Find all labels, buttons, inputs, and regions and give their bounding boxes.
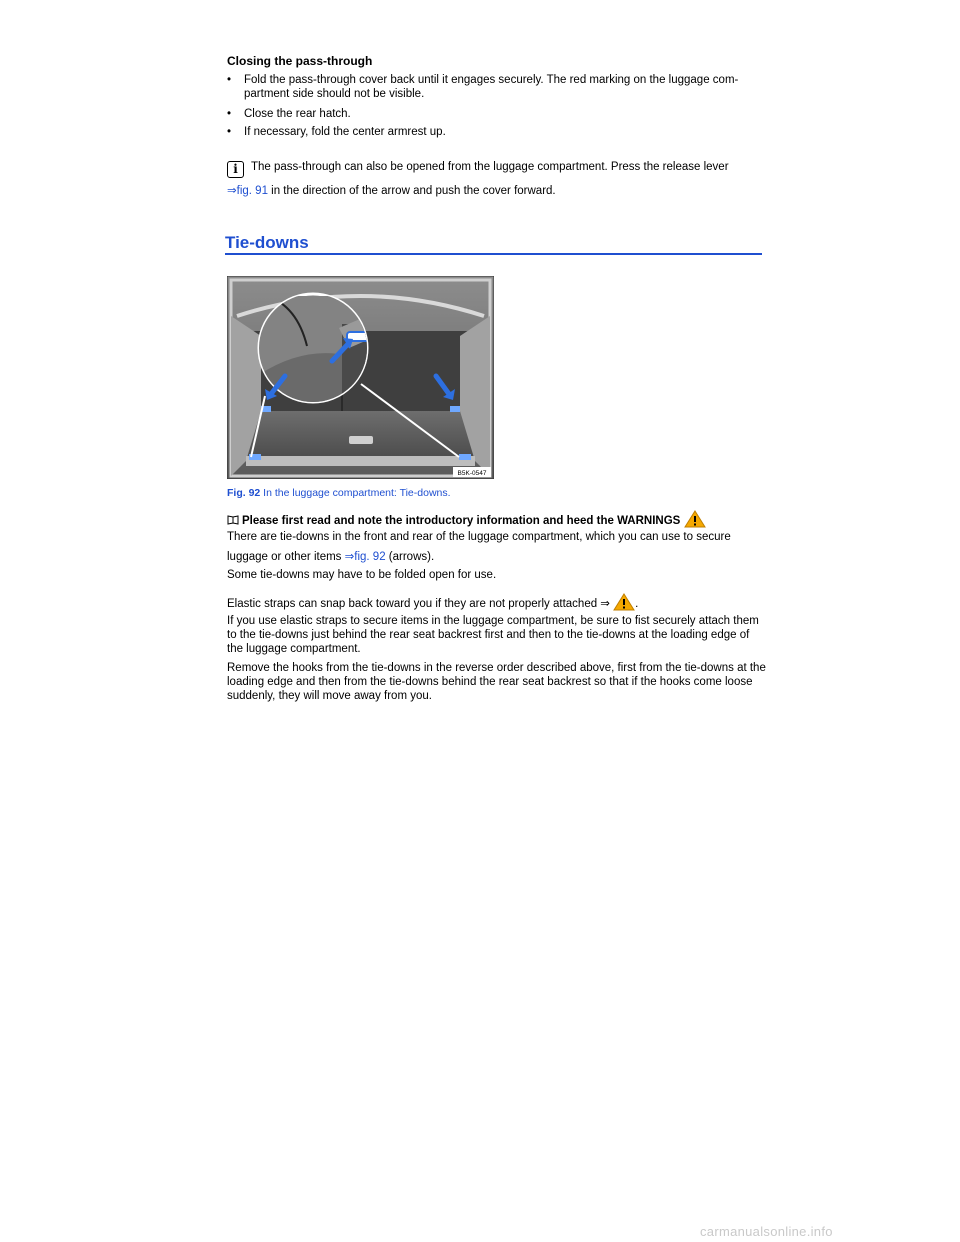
bullet-text: If necessary, fold the center armrest up. xyxy=(244,126,446,138)
warning-triangle-icon xyxy=(684,510,706,528)
paragraph-1b xyxy=(227,549,767,564)
fig-91-link[interactable]: fig. 91 xyxy=(236,185,268,197)
closing-heading: Closing the pass-through xyxy=(227,54,373,68)
intro-line xyxy=(227,510,767,528)
paragraph-5: Remove the hooks from the tie-downs in the reverse order described above, first from the tie-downs at the loading edge and then from the tie-downs behind the rear seat backrest so that if the hooks come loose suddenly, they will move away from you. xyxy=(227,662,766,702)
p1-end: (arrows). xyxy=(385,551,435,563)
paragraph-1a: There are tie-downs in the front and rear of the luggage compartment, which you can use to secure xyxy=(227,531,731,543)
list-item: • Close the rear hatch. xyxy=(227,107,767,121)
note-line-1 xyxy=(227,160,767,178)
book-icon xyxy=(227,515,239,525)
p1-arrow: ⇒ xyxy=(344,549,355,563)
warning-triangle-icon xyxy=(613,593,635,611)
bullet-text: Close the rear hatch. xyxy=(244,108,351,120)
paragraph-3 xyxy=(227,593,767,611)
list-item: • If necessary, fold the center armrest up. xyxy=(227,125,767,139)
luggage-compartment-illustration xyxy=(227,276,494,479)
note-text: The pass-through can also be opened from the luggage compartment. Press the release lever xyxy=(251,161,729,173)
watermark: carmanualsonline.info xyxy=(700,1224,833,1239)
figure-92 xyxy=(227,276,494,479)
paragraph-2: Some tie-downs may have to be folded open for use. xyxy=(227,569,497,581)
info-note-icon: i xyxy=(227,161,244,178)
note-line-2 xyxy=(227,183,767,198)
p1-text: luggage or other items xyxy=(227,551,345,563)
bullet-text: Fold the pass-through cover back until it engages securely. The red marking on the luggage com-partment side should not be visible. xyxy=(244,74,739,100)
section-title: Tie-downs xyxy=(225,233,762,255)
note-text-end: in the direction of the arrow and push the cover forward. xyxy=(267,185,556,197)
caption-label: Fig. 92 xyxy=(227,487,261,499)
caption-text: In the luggage compartment: Tie-downs. xyxy=(260,487,451,499)
list-item: • Fold the pass-through cover back until it engages securely. The red marking on the luggage com-partment side should not be visible. xyxy=(227,73,767,101)
paragraph-4: If you use elastic straps to secure items in the luggage compartment, be sure to fist securely attach them to the tie-downs just behind the rear seat backrest first and then to the tie-downs at the loading edge of the luggage compartment. xyxy=(227,615,759,655)
p3-end: . xyxy=(635,598,639,610)
note-arrow: ⇒ xyxy=(227,183,237,197)
fig-92-link[interactable]: fig. 92 xyxy=(354,551,386,563)
figure-caption xyxy=(227,486,451,500)
intro-text: Please first read and note the introductory information and heed the WARNINGS xyxy=(242,515,681,527)
p3-text: Elastic straps can snap back toward you if they are not properly attached ⇒ xyxy=(227,598,610,610)
figure-code: B5K-0547 xyxy=(457,470,487,477)
